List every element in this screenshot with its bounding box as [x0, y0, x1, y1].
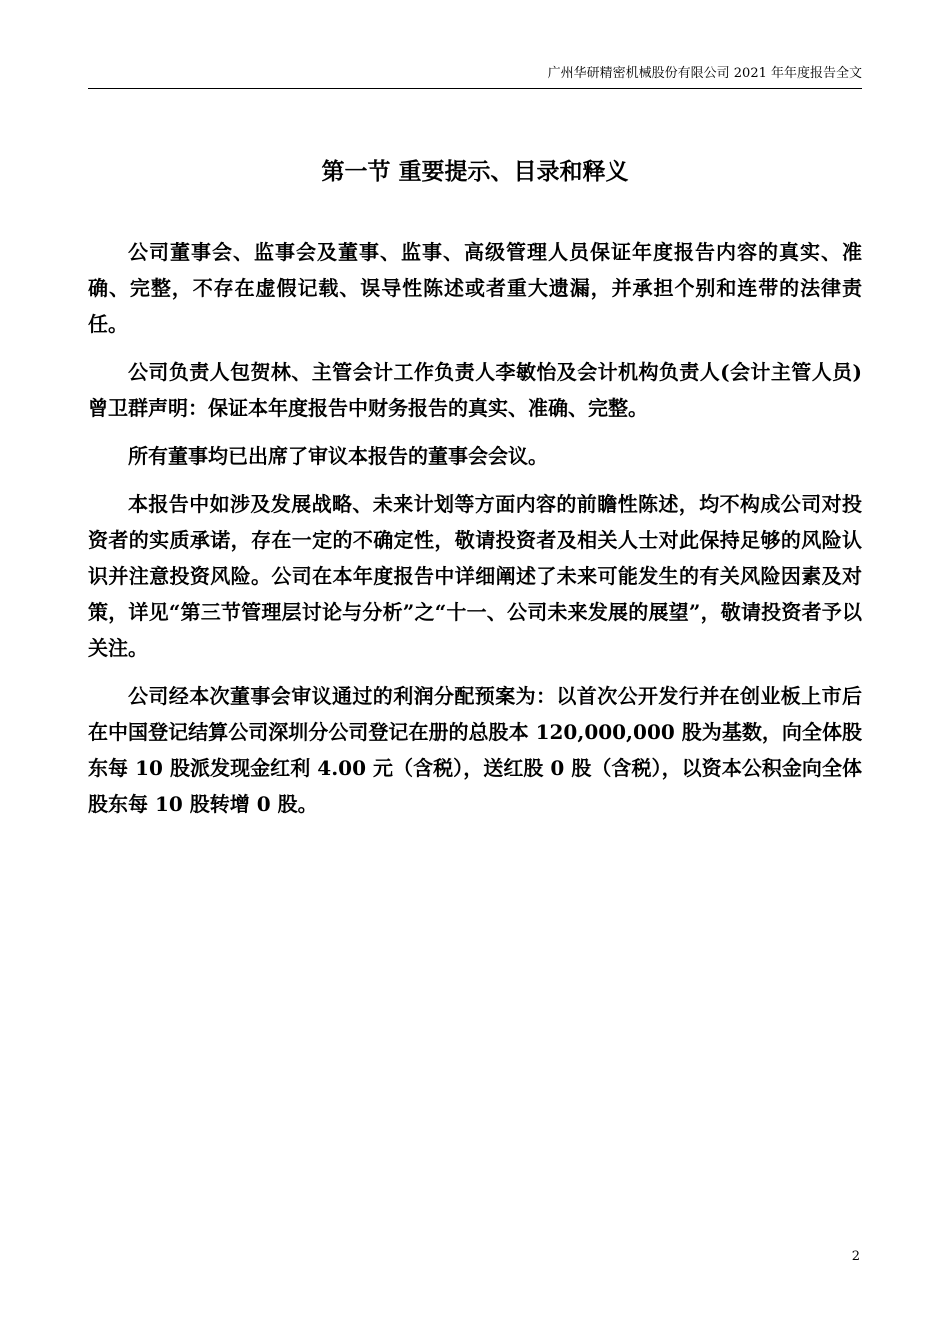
page-header: [88, 64, 862, 89]
page-number: 2: [851, 1249, 860, 1264]
header-title: 广州华研精密机械股份有限公司 2021 年年度报告全文: [547, 66, 862, 81]
paragraph-profit-distribution: 公司经本次董事会审议通过的利润分配预案为：以首次公开发行并在创业板上市后在中国登记结算公司深圳分公司登记在册的总股本 120,000,000 股为基数，向全体股东每 10 股派发现金红利 4.00 元（含税），送红股 0 股（含税），以资本公积金向全体股东每 10 股转增 0 股。: [88, 684, 862, 816]
section-title: 第一节 重要提示、目录和释义: [321, 158, 629, 185]
paragraph-responsible-persons: 公司负责人包贺林、主管会计工作负责人李敏怡及会计机构负责人(会计主管人员)曾卫群声明：保证本年度报告中财务报告的真实、准确、完整。: [88, 360, 862, 420]
body-text: [88, 234, 862, 834]
paragraph-directors-attendance: 所有董事均已出席了审议本报告的董事会会议。: [128, 444, 548, 468]
paragraph-forward-looking: 本报告中如涉及发展战略、未来计划等方面内容的前瞻性陈述，均不构成公司对投资者的实质承诺，存在一定的不确定性，敬请投资者及相关人士对此保持足够的风险认识并注意投资风险。公司在本年度报告中详细阐述了未来可能发生的有关风险因素及对策，详见“第三节管理层讨论与分析”之“十一、公司未来发展的展望”，敬请投资者予以关注。: [88, 492, 862, 660]
paragraph-board-guarantee: 公司董事会、监事会及董事、监事、高级管理人员保证年度报告内容的真实、准确、完整，不存在虚假记载、误导性陈述或者重大遗漏，并承担个别和连带的法律责任。: [88, 240, 862, 336]
